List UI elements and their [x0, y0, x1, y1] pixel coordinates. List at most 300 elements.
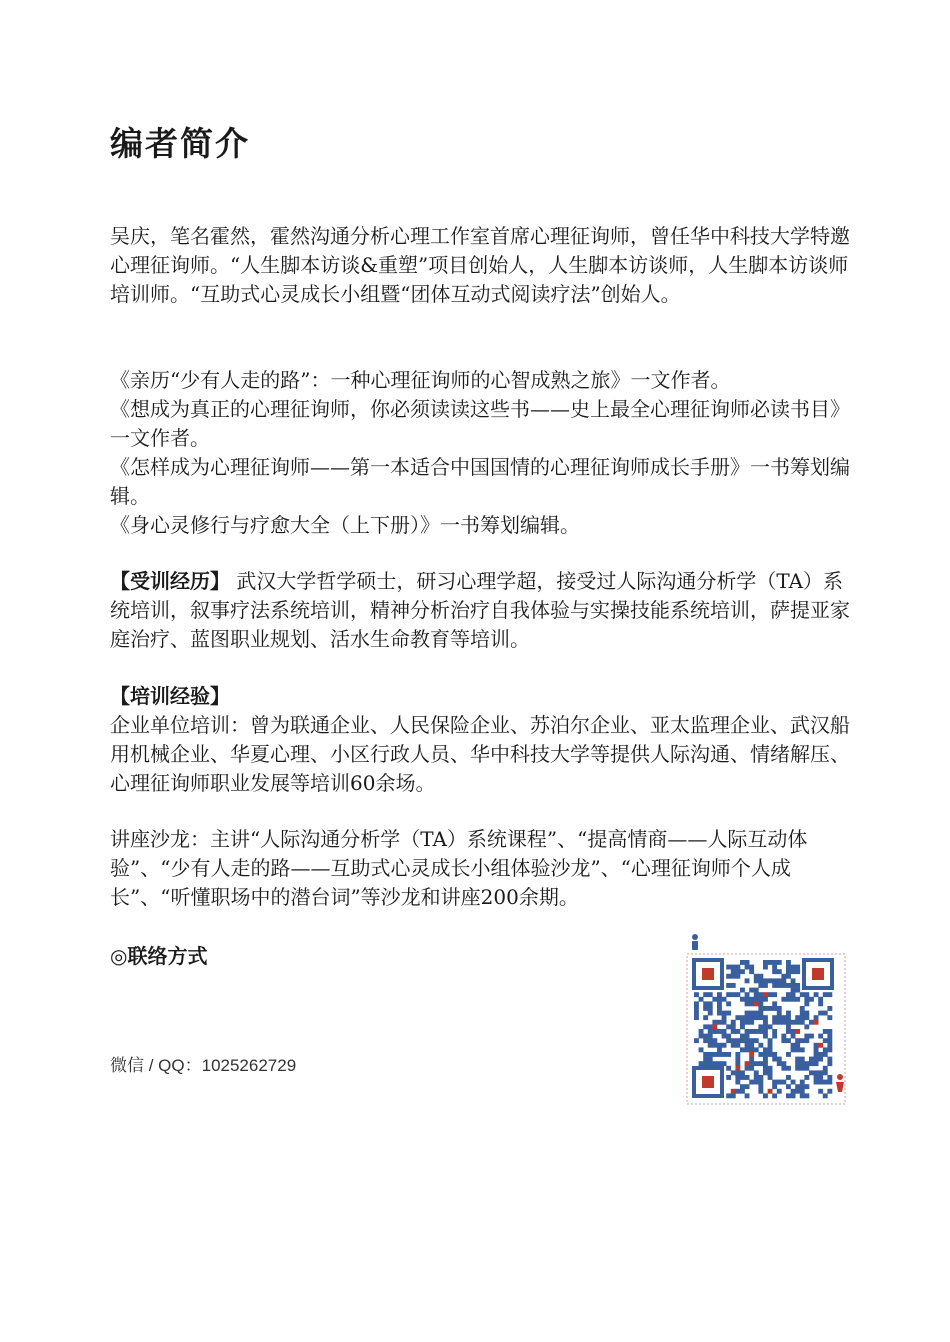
qr-module: [827, 1034, 832, 1039]
qr-module: [827, 1015, 832, 1020]
qr-module: [768, 992, 773, 997]
qr-module: [809, 1070, 814, 1075]
qr-module: [827, 992, 832, 997]
qr-module: [745, 960, 750, 965]
qr-module: [708, 992, 713, 997]
qr-module: [814, 1080, 819, 1085]
qr-module: [772, 960, 777, 965]
qr-module: [740, 1084, 745, 1089]
qr-module: [791, 978, 796, 983]
qr-module: [703, 1061, 708, 1066]
qr-module: [763, 1047, 768, 1052]
qr-module: [745, 1043, 750, 1048]
qr-module: [758, 1080, 763, 1085]
qr-module: [791, 988, 796, 993]
qr-module: [735, 969, 740, 974]
qr-module: [781, 1066, 786, 1071]
qr-module: [758, 1029, 763, 1034]
lectures-paragraph: 讲座沙龙：主讲“人际沟通分析学（TA）系统课程”、“提高情商——人际互动体验”、“少有人走的路——互助式心灵成长小组体验沙龙”、“心理征询师个人成长”、“听懂职场中的潜台词”等沙龙和讲座200余期。: [110, 827, 808, 909]
qr-module: [818, 997, 823, 1002]
qr-module: [749, 1043, 754, 1048]
qr-module: [795, 988, 800, 993]
qr-module: [800, 1066, 805, 1071]
qr-module: [731, 974, 736, 979]
qr-module: [703, 1057, 708, 1062]
qr-module: [740, 1089, 745, 1094]
qr-module: [754, 978, 759, 983]
qr-module: [818, 1070, 823, 1075]
qr-module: [814, 1020, 819, 1025]
intro-paragraph: 吴庆，笔名霍然，霍然沟通分析心理工作室首席心理征询师，曾任华中科技大学特邀心理征询师。“人生脚本访谈&重塑”项目创始人，人生脚本访谈师，人生脚本访谈师培训师。“互助式心灵成长小组暨“团体互动式阅读疗法”创始人。: [110, 224, 850, 306]
qr-module: [735, 1061, 740, 1066]
qr-module: [800, 1011, 805, 1016]
qr-module: [781, 974, 786, 979]
qr-module: [735, 1075, 740, 1080]
qr-module: [735, 1089, 740, 1094]
training-history-text: 武汉大学哲学硕士，研习心理学超，接受过人际沟通分析学（TA）系统培训，叙事疗法系统培训，精神分析治疗自我体验与实操技能系统培训，萨提亚家庭治疗、蓝图职业规划、活水生命教育等培训。: [110, 569, 850, 651]
qr-module: [823, 1070, 828, 1075]
qr-module: [745, 1001, 750, 1006]
qr-module: [703, 1034, 708, 1039]
qr-module: [791, 1080, 796, 1085]
qr-module: [731, 1089, 736, 1094]
qr-module: [726, 1038, 731, 1043]
qr-module: [809, 1034, 814, 1039]
qr-module: [726, 1066, 731, 1071]
qr-module: [795, 1029, 800, 1034]
qr-module: [814, 1061, 819, 1066]
qr-module: [699, 1034, 704, 1039]
qr-module: [800, 1015, 805, 1020]
qr-module: [758, 1061, 763, 1066]
qr-module: [768, 978, 773, 983]
qr-module: [804, 1024, 809, 1029]
qr-module: [772, 965, 777, 970]
qr-module: [731, 965, 736, 970]
qr-module: [708, 1029, 713, 1034]
qr-module: [726, 974, 731, 979]
qr-module: [758, 1089, 763, 1094]
qr-module: [827, 1047, 832, 1052]
qr-module: [735, 1015, 740, 1020]
qr-module: [786, 960, 791, 965]
qr-module: [786, 1066, 791, 1071]
qr-module: [786, 997, 791, 1002]
qr-module: [735, 1038, 740, 1043]
qr-module: [708, 1061, 713, 1066]
qr-module: [740, 1015, 745, 1020]
qr-module: [745, 1015, 750, 1020]
qr-module: [712, 997, 717, 1002]
qr-module: [758, 974, 763, 979]
qr-module: [712, 1029, 717, 1034]
qr-module: [754, 1075, 759, 1080]
qr-module: [823, 1047, 828, 1052]
qr-finder-bottom-left: [694, 1068, 722, 1096]
qr-module: [827, 1075, 832, 1080]
qr-module: [703, 1001, 708, 1006]
qr-module: [758, 1011, 763, 1016]
qr-module: [735, 1070, 740, 1075]
qr-module: [740, 1024, 745, 1029]
qr-module: [791, 1093, 796, 1098]
qr-module: [781, 1080, 786, 1085]
qr-module: [703, 1052, 708, 1057]
qr-module: [772, 1052, 777, 1057]
qr-module: [800, 1047, 805, 1052]
qr-module: [804, 1038, 809, 1043]
qr-module: [735, 1057, 740, 1062]
qr-module: [758, 1075, 763, 1080]
qr-module: [786, 1015, 791, 1020]
qr-module: [708, 1052, 713, 1057]
qr-module: [722, 1011, 727, 1016]
qr-module: [795, 1038, 800, 1043]
qr-module: [703, 1038, 708, 1043]
qr-module: [758, 1052, 763, 1057]
qr-module: [712, 1020, 717, 1025]
qr-module: [731, 969, 736, 974]
qr-module: [745, 1034, 750, 1039]
qr-module: [791, 1043, 796, 1048]
qr-module: [795, 1061, 800, 1066]
qr-module: [827, 1080, 832, 1085]
qr-module: [800, 1038, 805, 1043]
qr-module: [786, 1024, 791, 1029]
qr-module: [818, 1052, 823, 1057]
qr-module: [818, 1001, 823, 1006]
qr-module: [814, 1015, 819, 1020]
qr-module: [768, 960, 773, 965]
qr-module: [781, 1038, 786, 1043]
qr-module: [809, 997, 814, 1002]
qr-module: [763, 983, 768, 988]
qr-module: [818, 1080, 823, 1085]
qr-module: [699, 997, 704, 1002]
qr-module: [740, 969, 745, 974]
qr-module: [740, 1038, 745, 1043]
qr-module: [699, 1029, 704, 1034]
qr-module: [772, 969, 777, 974]
qr-module: [758, 1084, 763, 1089]
qr-module: [781, 1034, 786, 1039]
qr-module: [740, 1070, 745, 1075]
qr-module: [768, 1024, 773, 1029]
qr-module: [758, 992, 763, 997]
qr-module: [823, 1066, 828, 1071]
qr-module: [749, 1047, 754, 1052]
qr-module: [749, 988, 754, 993]
qr-module: [722, 1020, 727, 1025]
qr-module: [754, 1001, 759, 1006]
qr-module: [749, 1061, 754, 1066]
qr-module: [823, 1038, 828, 1043]
qr-module: [749, 1011, 754, 1016]
qr-module: [800, 1080, 805, 1085]
qr-module: [772, 1001, 777, 1006]
qr-module: [758, 1006, 763, 1011]
qr-module: [795, 997, 800, 1002]
qr-module: [768, 1089, 773, 1094]
qr-module: [768, 1075, 773, 1080]
qr-module: [804, 1001, 809, 1006]
qr-module: [777, 1057, 782, 1062]
qr-module: [717, 1011, 722, 1016]
qr-module: [795, 969, 800, 974]
qr-module: [708, 1038, 713, 1043]
qr-module: [800, 1061, 805, 1066]
qr-module: [795, 1047, 800, 1052]
qr-module: [754, 988, 759, 993]
qr-module: [763, 1057, 768, 1062]
qr-module: [772, 1006, 777, 1011]
qr-module: [786, 1038, 791, 1043]
qr-module: [781, 1061, 786, 1066]
contact-heading: ◎联络方式: [110, 944, 208, 968]
qr-module: [763, 1061, 768, 1066]
qr-module: [763, 1006, 768, 1011]
qr-module: [804, 1061, 809, 1066]
qr-module: [745, 992, 750, 997]
book-item: 《身心灵修行与疗愈大全（上下册）》一书筹划编辑。: [110, 513, 580, 537]
qr-module: [814, 1070, 819, 1075]
qr-module: [754, 1015, 759, 1020]
qr-module: [804, 1084, 809, 1089]
qr-module: [745, 978, 750, 983]
qr-module: [745, 1093, 750, 1098]
qr-module: [772, 1093, 777, 1098]
qr-module: [763, 1020, 768, 1025]
qr-module: [772, 992, 777, 997]
qr-module: [749, 965, 754, 970]
qr-module: [749, 1080, 754, 1085]
qr-module: [717, 1020, 722, 1025]
qr-module: [781, 997, 786, 1002]
qr-module: [814, 1043, 819, 1048]
book-list: [110, 366, 855, 540]
qr-module: [735, 1066, 740, 1071]
qr-module: [827, 1029, 832, 1034]
qr-module: [772, 1015, 777, 1020]
qr-module: [731, 1020, 736, 1025]
qr-module: [763, 1093, 768, 1098]
qr-module: [777, 1015, 782, 1020]
qr-module: [740, 1047, 745, 1052]
qr-module: [772, 1084, 777, 1089]
qr-module: [754, 1070, 759, 1075]
qr-module: [786, 992, 791, 997]
qr-module: [814, 1052, 819, 1057]
qr-module: [777, 978, 782, 983]
qr-module: [804, 1015, 809, 1020]
qr-module: [712, 1038, 717, 1043]
qr-module: [735, 1029, 740, 1034]
qr-module: [786, 1029, 791, 1034]
qr-module: [717, 1052, 722, 1057]
qr-module: [791, 1020, 796, 1025]
qr-module: [772, 978, 777, 983]
qr-module: [800, 1057, 805, 1062]
qr-module: [722, 1052, 727, 1057]
qr-module: [699, 1047, 704, 1052]
qr-module: [731, 1070, 736, 1075]
qr-module: [800, 1020, 805, 1025]
contact-line: 微信 / QQ：1025262729: [110, 1056, 297, 1075]
person-red-icon: [836, 1074, 844, 1092]
qr-module: [740, 988, 745, 993]
qr-module: [772, 1020, 777, 1025]
qr-module: [763, 960, 768, 965]
qr-module: [777, 969, 782, 974]
qr-module: [763, 1066, 768, 1071]
qr-module: [745, 1075, 750, 1080]
qr-module: [781, 1015, 786, 1020]
qr-module: [758, 1024, 763, 1029]
book-item: 《怎样成为心理征询师——第一本适合中国国情的心理征询师成长手册》一书筹划编辑。: [110, 455, 850, 508]
qr-module: [745, 1011, 750, 1016]
qr-module: [763, 1015, 768, 1020]
qr-module: [791, 992, 796, 997]
qr-module: [786, 965, 791, 970]
qr-module: [749, 1001, 754, 1006]
qr-module: [795, 1020, 800, 1025]
qr-module: [754, 1011, 759, 1016]
qr-module: [823, 992, 828, 997]
qr-module: [818, 1043, 823, 1048]
qr-module: [717, 1029, 722, 1034]
page-title: 编者简介: [110, 124, 250, 163]
qr-module: [745, 1061, 750, 1066]
qr-module: [804, 1093, 809, 1098]
qr-module: [754, 1061, 759, 1066]
qr-module: [768, 1066, 773, 1071]
qr-module: [814, 1075, 819, 1080]
qr-module: [754, 974, 759, 979]
qr-module: [722, 1034, 727, 1039]
qr-module: [745, 1066, 750, 1071]
qr-module: [754, 1047, 759, 1052]
qr-module: [781, 1020, 786, 1025]
qr-module: [758, 1001, 763, 1006]
qr-module: [745, 965, 750, 970]
qr-module: [772, 983, 777, 988]
qr-module: [726, 983, 731, 988]
qr-module: [749, 1029, 754, 1034]
qr-module: [726, 1075, 731, 1080]
qr-module: [777, 1089, 782, 1094]
qr-module: [694, 1011, 699, 1016]
qr-module: [791, 965, 796, 970]
qr-module: [735, 974, 740, 979]
qr-module: [735, 965, 740, 970]
qr-module: [758, 1043, 763, 1048]
qr-module: [722, 1043, 727, 1048]
training-experience-paragraph: [110, 682, 855, 798]
qr-module: [804, 997, 809, 1002]
qr-module: [694, 1006, 699, 1011]
qr-module: [772, 1057, 777, 1062]
qr-modules: [694, 960, 832, 1098]
qr-module: [712, 1052, 717, 1057]
qr-module: [703, 992, 708, 997]
qr-module: [763, 992, 768, 997]
qr-module: [814, 1057, 819, 1062]
qr-module: [791, 983, 796, 988]
qr-module: [827, 1043, 832, 1048]
qr-module: [749, 1066, 754, 1071]
training-experience-heading: 【培训经验】: [110, 684, 230, 708]
qr-module: [791, 1034, 796, 1039]
qr-module: [800, 1084, 805, 1089]
qr-module: [726, 1024, 731, 1029]
qr-module: [777, 1006, 782, 1011]
qr-module: [804, 1075, 809, 1080]
qr-module: [827, 1006, 832, 1011]
book-item: 《亲历“少有人走的路”：一种心理征询师的心智成熟之旅》一文作者。: [110, 368, 731, 392]
training-history-paragraph: [110, 567, 855, 654]
qr-module: [754, 992, 759, 997]
qr-module: [818, 1034, 823, 1039]
qr-module: [804, 992, 809, 997]
qr-module: [708, 1034, 713, 1039]
qr-module: [726, 1001, 731, 1006]
qr-module: [791, 1089, 796, 1094]
qr-module: [768, 1047, 773, 1052]
qr-module: [708, 1001, 713, 1006]
qr-module: [694, 992, 699, 997]
qr-module: [740, 1020, 745, 1025]
qr-module: [745, 1084, 750, 1089]
qr-module: [823, 1029, 828, 1034]
qr-module: [758, 983, 763, 988]
qr-module: [795, 1089, 800, 1094]
qr-module: [722, 997, 727, 1002]
qr-module: [768, 1043, 773, 1048]
qr-module: [777, 983, 782, 988]
qr-module: [827, 1038, 832, 1043]
qr-module: [763, 1024, 768, 1029]
qr-module: [740, 1075, 745, 1080]
qr-module: [800, 1089, 805, 1094]
qr-module: [786, 969, 791, 974]
qr-module: [731, 1093, 736, 1098]
qr-finder-top-left: [694, 960, 722, 988]
qr-module: [694, 1001, 699, 1006]
qr-module: [763, 1034, 768, 1039]
qr-module: [800, 1006, 805, 1011]
qr-module: [791, 1029, 796, 1034]
qr-module: [814, 1047, 819, 1052]
qr-module: [735, 992, 740, 997]
qr-module: [809, 1020, 814, 1025]
qr-module: [804, 1066, 809, 1071]
qr-module: [735, 1043, 740, 1048]
qr-module: [717, 997, 722, 1002]
qr-module: [726, 965, 731, 970]
qr-module: [726, 1011, 731, 1016]
qr-module: [708, 1006, 713, 1011]
qr-module: [703, 1015, 708, 1020]
qr-module: [818, 1089, 823, 1094]
qr-module: [722, 1029, 727, 1034]
qr-module: [731, 983, 736, 988]
book-item: 《想成为真正的心理征询师，你必须读读这些书——史上最全心理征询师必读书目》一文作者。: [110, 397, 850, 450]
qr-module: [777, 1011, 782, 1016]
qr-module: [745, 997, 750, 1002]
qr-module: [795, 1084, 800, 1089]
qr-module: [712, 1061, 717, 1066]
qr-module: [708, 1043, 713, 1048]
